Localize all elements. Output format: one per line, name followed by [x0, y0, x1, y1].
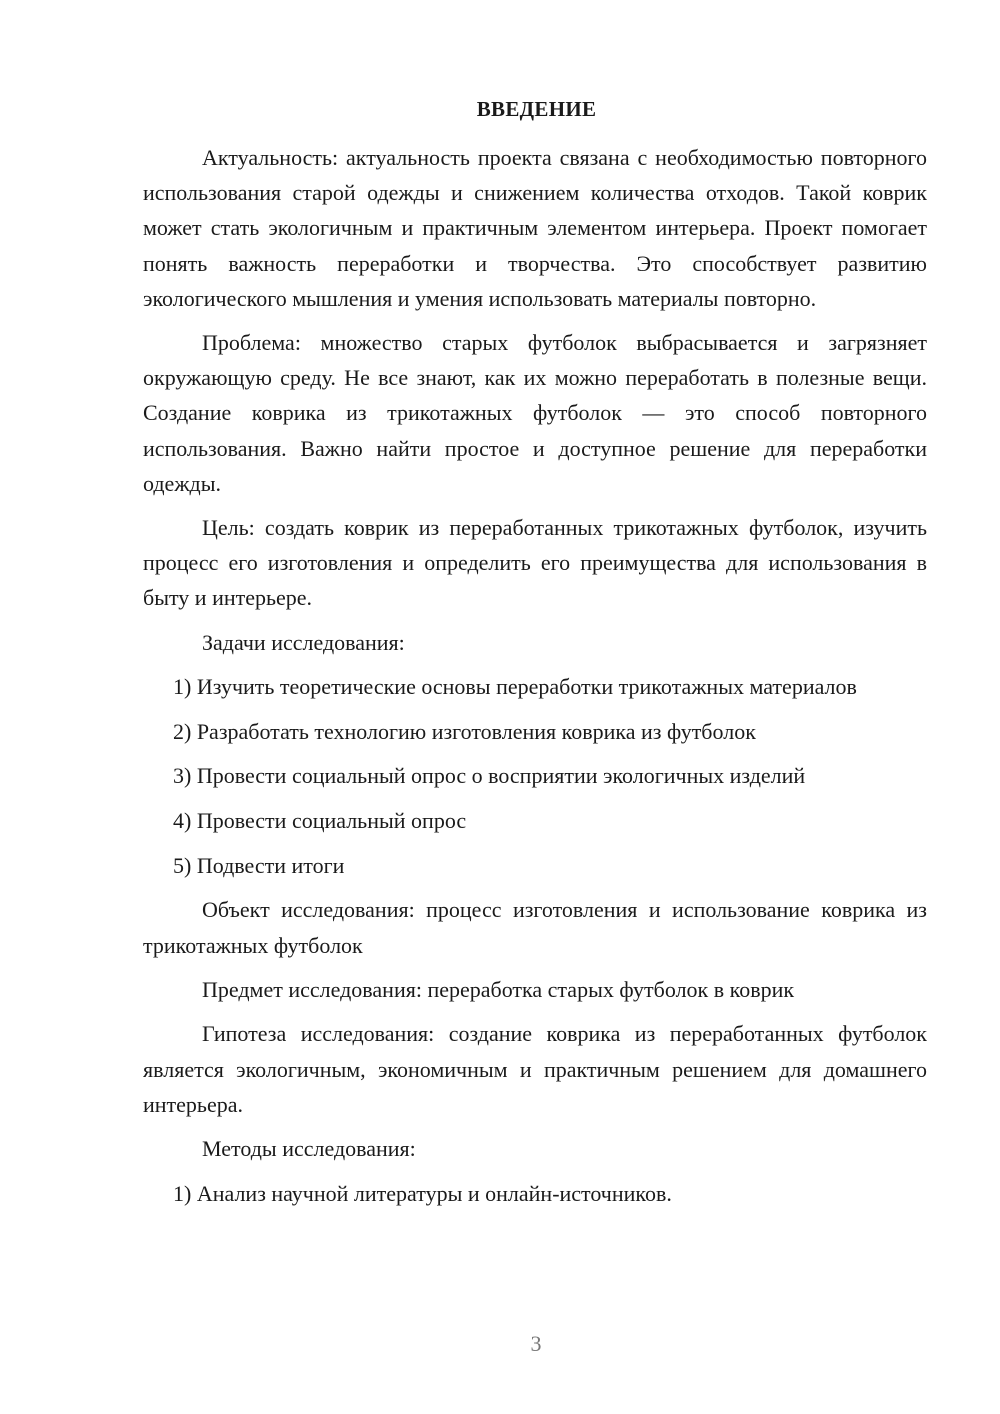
- goal-paragraph: Цель: создать коврик из переработанных трикотажных футболок, изучить процесс его изготовления и определить его преимущества для использования в быту и интерьере.: [143, 515, 927, 611]
- task-item-1: 1) Изучить теоретические основы переработки трикотажных материалов: [173, 674, 857, 700]
- task-item-4: 4) Провести социальный опрос: [173, 807, 467, 833]
- object-paragraph: Объект исследования: процесс изготовления и использование коврика из трикотажных футболок: [143, 897, 927, 958]
- problem-paragraph: Проблема: множество старых футболок выбрасывается и загрязняет окружающую среду. Не все знают, как их можно переработать в полезные вещи. Создание коврика из трикотажных футболок — это способ повторного использования. Важно найти простое и доступное решение для переработки одежды.: [143, 330, 927, 496]
- subject-paragraph: Предмет исследования: переработка старых футболок в коврик: [202, 976, 795, 1002]
- method-item-1: 1) Анализ научной литературы и онлайн-источников.: [173, 1180, 672, 1206]
- task-item-3: 3) Провести социальный опрос о восприятии экологичных изделий: [173, 763, 806, 789]
- task-item-2: 2) Разработать технологию изготовления коврика из футболок: [173, 718, 756, 744]
- page-content: [143, 92, 927, 1220]
- hypothesis-paragraph: Гипотеза исследования: создание коврика из переработанных футболок является экологичным, экономичным и практичным решением для домашнего интерьера.: [143, 1021, 927, 1117]
- page-number: 3: [530, 1331, 542, 1356]
- task-item-5: 5) Подвести итоги: [173, 852, 345, 878]
- tasks-heading: Задачи исследования:: [202, 629, 405, 655]
- relevance-paragraph: Актуальность: актуальность проекта связана с необходимостью повторного использования старой одежды и снижением количества отходов. Такой коврик может стать экологичным и практичным элементом интерьера. Проект помогает понять важность переработки и творчества. Это способствует развитию экологического мышления и умения использовать материалы повторно.: [143, 145, 927, 311]
- methods-heading: Методы исследования:: [202, 1136, 416, 1162]
- section-title: ВВЕДЕНИЕ: [476, 97, 597, 121]
